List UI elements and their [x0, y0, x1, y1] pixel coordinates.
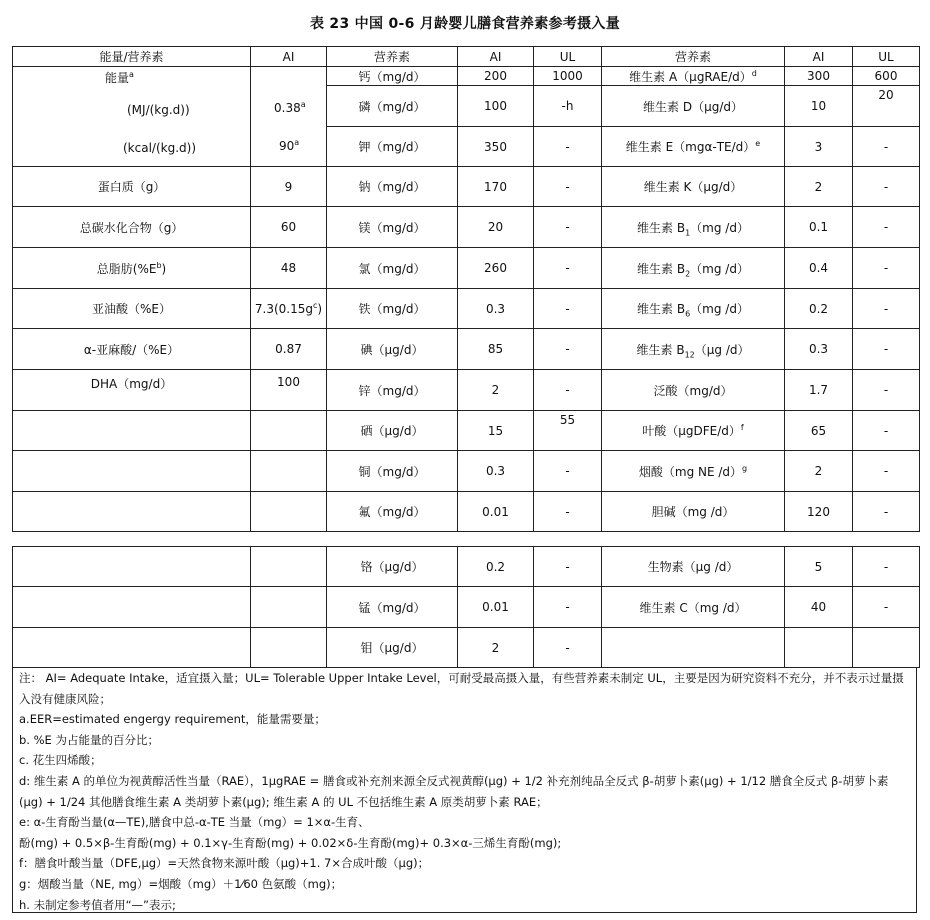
vitamin-ul: 20 [853, 86, 920, 127]
header-mineral-ai: AI [458, 47, 534, 67]
mineral-ai: 0.3 [458, 451, 534, 492]
vitamin-ul: - [853, 248, 920, 289]
energy-label: 能量$^a$ [105, 70, 134, 85]
vitamin-ul: - [853, 329, 920, 370]
mineral-name: 钠（mg/d） [327, 167, 458, 207]
mineral-ai: 200 [458, 67, 534, 86]
note-item: 注： AI= Adequate Intake，适宜摄入量；UL= Tolerable Upper Intake Level，可耐受最高摄入量，有些营养素未制定 UL，主要是因为研究资料不充分，并不表示过量摄入没有健康风险； [19, 671, 904, 706]
note-item: g：烟酸当量（NE, mg）=烟酸（mg）＋1⁄60 色氨酸（mg)； [19, 876, 343, 891]
energy-unit-mj: (MJ/(kg.d)) [127, 103, 190, 117]
header-ai: AI [251, 47, 327, 67]
note-item: b. %E 为占能量的百分比； [19, 732, 159, 747]
mineral-ai: 0.3 [458, 289, 534, 329]
nutrient-label: DHA（mg/d） [13, 370, 251, 411]
mineral-name: 钙（mg/d） [327, 67, 458, 86]
vitamin-name: 维生素 D（μg/d） [602, 86, 785, 127]
vitamin-name: 维生素 $B_2(mg$ /d） [602, 248, 785, 289]
vitamin-ai: 0.4 [785, 248, 853, 289]
empty-cell [251, 411, 327, 451]
note-item: d: 维生素 A 的单位为视黄醇活性当量（RAE），1μgRAE = 膳食或补充剂来源全反式视黄醇(μg) + 1/2 补充剂纯品全反式 β-胡萝卜素(μg) + 1/12 膳食全反式 β-胡萝卜素(μg) + 1/24 其他膳食维生素 A 类胡萝卜素(μg); 维生素 A 的 UL 不包括维生素 A 原类胡萝卜素 RAE； [19, 773, 889, 809]
mineral-ai: 20 [458, 207, 534, 248]
vitamin-ul: - [853, 370, 920, 411]
nutrient-ai: 0.87 [251, 329, 327, 370]
mineral-name: 钾（mg/d） [327, 127, 458, 167]
mineral-ul: -h [534, 86, 602, 127]
vitamin-name: 维生素 $B_1(mg$ /d） [602, 207, 785, 248]
mineral-name: 硒（μg/d） [327, 411, 458, 451]
vitamin-name: 胆碱（mg /d） [602, 492, 785, 532]
vitamin-ul: - [853, 289, 920, 329]
vitamin-ai: 5 [785, 547, 853, 587]
energy-ai-kcal: 90$^a$ [279, 138, 300, 153]
vitamin-ul: - [853, 167, 920, 207]
header-mineral-ul: UL [534, 47, 602, 67]
mineral-ul: - [534, 207, 602, 248]
vitamin-name: 生物素（μg /d） [602, 547, 785, 587]
mineral-name: 铜（mg/d） [327, 451, 458, 492]
nutrient-label: α-亚麻酸/（%E） [13, 329, 251, 370]
nutrient-ai: 60 [251, 207, 327, 248]
vitamin-ai: 120 [785, 492, 853, 532]
vitamin-ai: 3 [785, 127, 853, 167]
note-item: f：膳食叶酸当量（DFE,μg）=天然食物来源叶酸（μg)+1. 7×合成叶酸（μg)； [19, 856, 430, 871]
mineral-name: 钼（μg/d） [327, 628, 458, 668]
mineral-ai: 85 [458, 329, 534, 370]
nutrient-table-continued [12, 546, 920, 668]
note-item: c. 花生四烯酸； [19, 753, 102, 768]
vitamin-ul: 600 [853, 67, 920, 86]
vitamin-ai [785, 628, 853, 668]
header-energy-nutrient: 能量/营养素 [13, 47, 251, 67]
mineral-name: 镁（mg/d） [327, 207, 458, 248]
mineral-name: 锰（mg/d） [327, 587, 458, 628]
vitamin-ul: - [853, 411, 920, 451]
empty-cell [13, 451, 251, 492]
nutrient-ai: 48 [251, 248, 327, 289]
mineral-ai: 15 [458, 411, 534, 451]
mineral-ul: 55 [534, 411, 602, 451]
empty-cell [251, 628, 327, 668]
mineral-ai: 2 [458, 370, 534, 411]
mineral-name: 氟（mg/d） [327, 492, 458, 532]
vitamin-name: 维生素 K（μg/d） [602, 167, 785, 207]
mineral-ai: 0.01 [458, 492, 534, 532]
table-title: 表 23 中国 0-6 月龄婴儿膳食营养素参考摄入量 [309, 16, 621, 32]
mineral-ai: 0.2 [458, 547, 534, 587]
note-item: 酚(mg) + 0.5×β-生育酚(mg) + 0.1×γ-生育酚(mg) + 0.02×δ-生育酚(mg)+ 0.3×α-三烯生育酚(mg); [19, 835, 562, 850]
header-vitamin-ai: AI [785, 47, 853, 67]
vitamin-name: 叶酸（μgDFE/d）$^f$ [602, 411, 785, 451]
vitamin-ul: - [853, 547, 920, 587]
vitamin-ul: - [853, 587, 920, 628]
vitamin-name: 维生素 $E(mg\alpha-TE/d)^e$ [602, 127, 785, 167]
vitamin-ul: - [853, 207, 920, 248]
vitamin-ai: 0.2 [785, 289, 853, 329]
mineral-name: 铬（μg/d） [327, 547, 458, 587]
energy-cell [13, 67, 251, 167]
energy-ai-mj: 0.38$^a$ [274, 100, 306, 115]
empty-cell [13, 628, 251, 668]
empty-cell [251, 587, 327, 628]
mineral-ul: - [534, 329, 602, 370]
mineral-ul: - [534, 127, 602, 167]
mineral-ul: 1000 [534, 67, 602, 86]
header-vitamin-ul: UL [853, 47, 920, 67]
vitamin-name: 烟酸（mg NE /d）$^g$ [602, 451, 785, 492]
empty-cell [13, 411, 251, 451]
vitamin-ai: 2 [785, 451, 853, 492]
empty-cell [251, 492, 327, 532]
vitamin-ai: 0.3 [785, 329, 853, 370]
mineral-ai: 350 [458, 127, 534, 167]
vitamin-ai: 10 [785, 86, 853, 127]
note-item: a.EER=estimated engergy requirement，能量需要量； [19, 712, 326, 727]
vitamin-ul: - [853, 492, 920, 532]
mineral-ai: 100 [458, 86, 534, 127]
vitamin-ai: 2 [785, 167, 853, 207]
vitamin-name: 维生素 C（mg /d） [602, 587, 785, 628]
empty-cell [251, 451, 327, 492]
mineral-name: 磷（mg/d） [327, 86, 458, 127]
mineral-ul: - [534, 587, 602, 628]
empty-cell [13, 587, 251, 628]
mineral-ul: - [534, 289, 602, 329]
table-notes [12, 667, 917, 913]
empty-cell [13, 547, 251, 587]
mineral-ul: - [534, 370, 602, 411]
energy-ai-cell [251, 67, 327, 167]
mineral-ul: - [534, 492, 602, 532]
mineral-ul: - [534, 547, 602, 587]
vitamin-name: 维生素 $B_{12}(\mu g$ /d） [602, 329, 785, 370]
vitamin-ai: 0.1 [785, 207, 853, 248]
mineral-ul: - [534, 248, 602, 289]
mineral-ul: - [534, 167, 602, 207]
vitamin-name: 维生素 $B_6(mg$ /d） [602, 289, 785, 329]
mineral-ai: 0.01 [458, 587, 534, 628]
empty-cell [13, 492, 251, 532]
vitamin-name: 泛酸（mg/d） [602, 370, 785, 411]
vitamin-ai: 40 [785, 587, 853, 628]
mineral-ai: 260 [458, 248, 534, 289]
mineral-ai: 2 [458, 628, 534, 668]
table-header-row [13, 47, 920, 67]
nutrient-label: 蛋白质（g） [13, 167, 251, 207]
vitamin-ul: - [853, 127, 920, 167]
nutrient-table [12, 46, 920, 532]
note-item: h. 未制定参考值者用“—”表示; [19, 897, 176, 912]
nutrient-label: 亚油酸（%E） [13, 289, 251, 329]
mineral-ul: - [534, 628, 602, 668]
vitamin-name: 维生素 A（μgRAE/d）$^d$ [602, 67, 785, 86]
energy-unit-kcal: (kcal/(kg.d)) [123, 141, 197, 155]
empty-cell [251, 547, 327, 587]
nutrient-ai: 100 [251, 370, 327, 411]
header-vitamin: 营养素 [602, 47, 785, 67]
nutrient-ai: $7.3(0.15g^c)$ [251, 289, 327, 329]
vitamin-ai: 300 [785, 67, 853, 86]
vitamin-ul: - [853, 451, 920, 492]
vitamin-name [602, 628, 785, 668]
nutrient-label: 总碳水化合物（g） [13, 207, 251, 248]
vitamin-ul [853, 628, 920, 668]
note-item: e: α-生育酚当量(α—TE),膳食中总-α-TE 当量（mg）= 1×α-生育、 [19, 815, 370, 830]
mineral-name: 锌（mg/d） [327, 370, 458, 411]
header-mineral: 营养素 [327, 47, 458, 67]
nutrient-label: 总脂肪$(\%E^b)$ [13, 248, 251, 289]
vitamin-ai: 1.7 [785, 370, 853, 411]
mineral-name: 铁（mg/d） [327, 289, 458, 329]
nutrient-ai: 9 [251, 167, 327, 207]
mineral-ai: 170 [458, 167, 534, 207]
vitamin-ai: 65 [785, 411, 853, 451]
mineral-name: 碘（μg/d） [327, 329, 458, 370]
mineral-name: 氯（mg/d） [327, 248, 458, 289]
mineral-ul: - [534, 451, 602, 492]
